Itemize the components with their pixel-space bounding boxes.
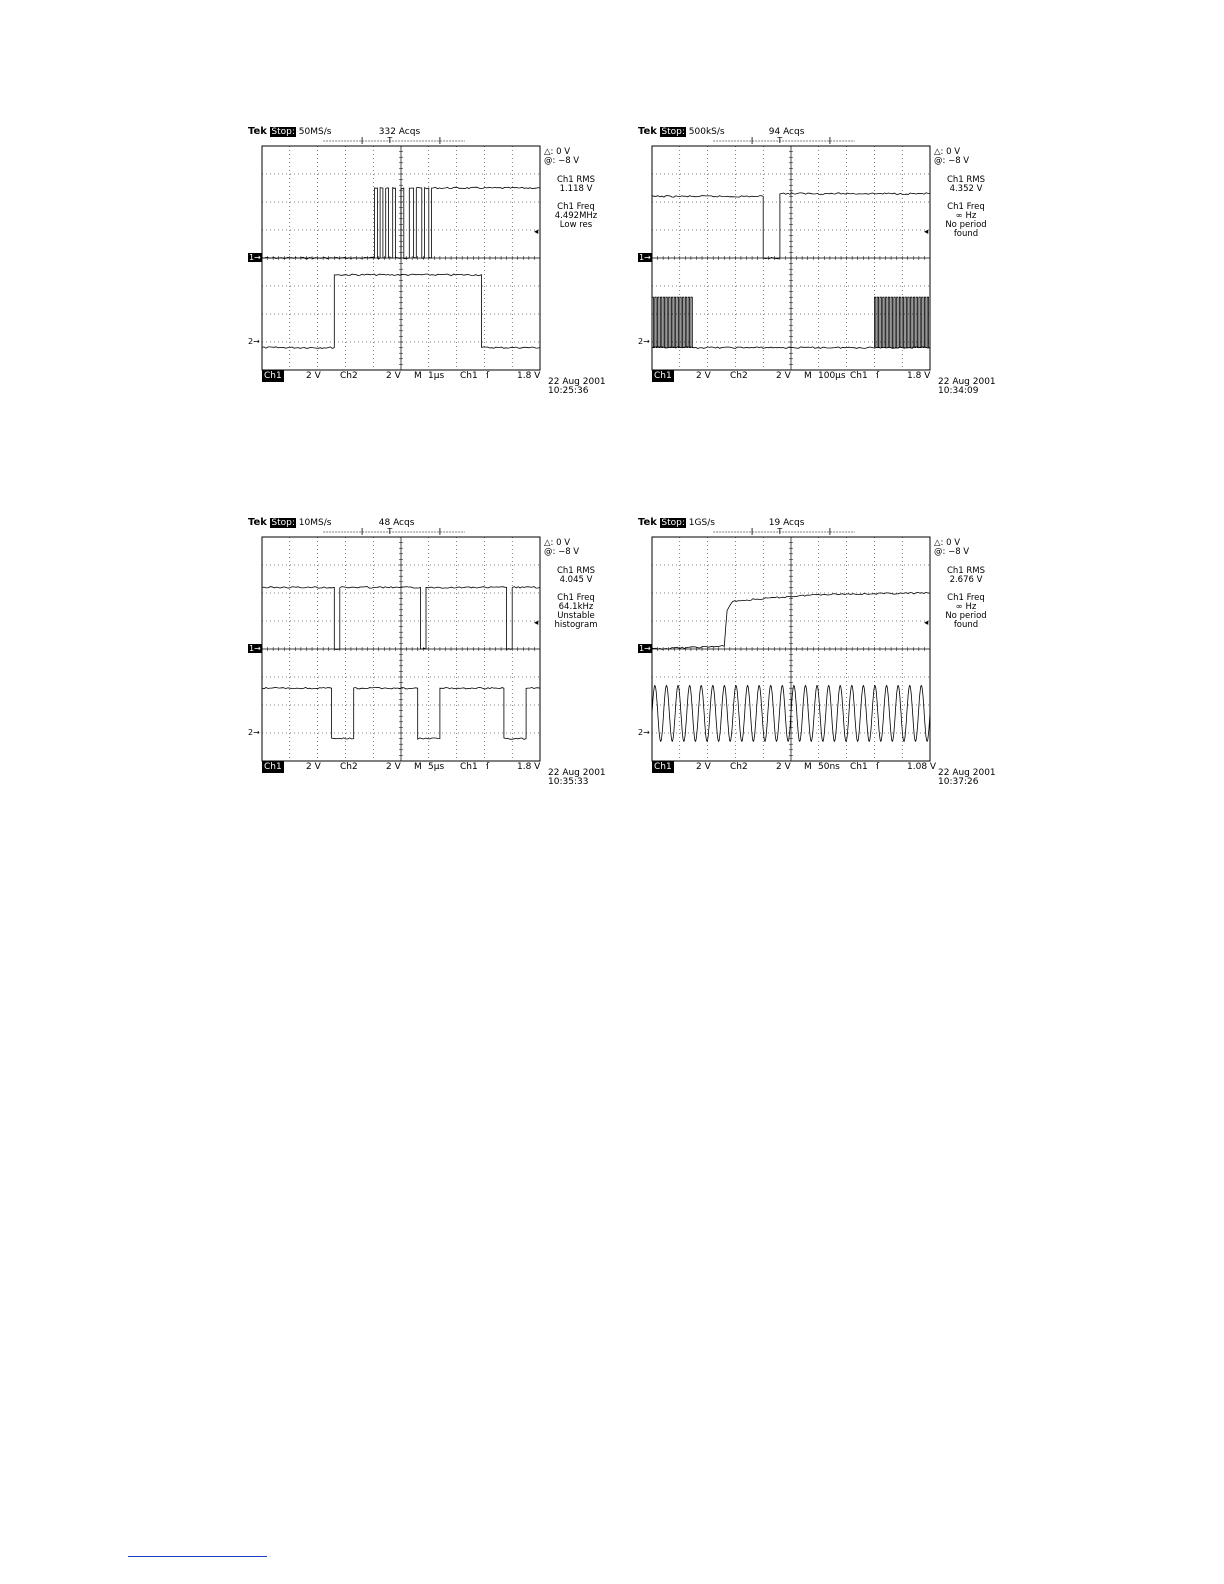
ch1-label: Ch1 xyxy=(264,371,282,381)
measurement-readout xyxy=(934,176,998,239)
scope-capture-4 xyxy=(638,517,1008,807)
cursor-delta: △: 0 V xyxy=(934,147,961,157)
m-label: M xyxy=(414,762,422,772)
timebase: 100µs xyxy=(818,371,846,381)
measurement-line: Unstable xyxy=(557,611,595,621)
acquisition-count: 48 Acqs xyxy=(378,518,415,528)
measurement-line: ∞ Hz xyxy=(955,211,977,221)
sample-rate-label: 1GS/s xyxy=(685,518,715,528)
trigger-level-arrow: ◂ xyxy=(534,227,539,237)
m-label: M xyxy=(414,371,422,381)
ch1-label: Ch1 xyxy=(654,762,672,772)
trigger-level-arrow: ◂ xyxy=(534,618,539,628)
cursor-readout xyxy=(934,148,969,166)
timestamp xyxy=(548,378,606,396)
timestamp-date: 22 Aug 2001 xyxy=(938,377,996,387)
run-state-badge: Stop: xyxy=(661,127,685,137)
ch2-label: Ch2 xyxy=(730,371,748,381)
measurement-line: ∞ Hz xyxy=(955,602,977,612)
record-bracket xyxy=(323,527,465,536)
ch1-ground-marker xyxy=(248,644,262,654)
measurement-line: 2.676 V xyxy=(949,575,983,585)
timestamp-time: 10:37:26 xyxy=(938,777,979,787)
timestamp-date: 22 Aug 2001 xyxy=(938,768,996,778)
cursor-readout xyxy=(544,539,579,557)
ch2-scale: 2 V xyxy=(776,371,791,381)
measurement-line: 4.492MHz xyxy=(554,211,598,221)
ch1-marker-label: 1→ xyxy=(639,644,651,653)
timestamp-time: 10:35:33 xyxy=(548,777,589,787)
ch2-ground-marker: 2→ xyxy=(638,337,650,346)
run-state-badge: Stop: xyxy=(271,127,295,137)
measurement-readout xyxy=(544,176,608,230)
settings-bar xyxy=(652,370,932,382)
svg-text:T: T xyxy=(387,527,393,536)
ch2-scale: 2 V xyxy=(386,371,401,381)
trigger-slope: ſ xyxy=(486,762,490,772)
trigger-level: 1.8 V xyxy=(907,371,931,381)
timestamp-date: 22 Aug 2001 xyxy=(548,377,606,387)
timebase: 1µs xyxy=(428,371,445,381)
record-bracket xyxy=(713,527,855,536)
trigger-source: Ch1 xyxy=(850,762,868,772)
measurement-line: Ch1 Freq xyxy=(947,202,985,212)
measurement-line: found xyxy=(953,620,979,630)
ch1-label: Ch1 xyxy=(654,371,672,381)
timebase: 5µs xyxy=(428,762,445,772)
measurement-line: Ch1 Freq xyxy=(947,593,985,603)
trigger-slope: ſ xyxy=(876,762,880,772)
ch2-ground-marker: 2→ xyxy=(248,337,260,346)
trace-ch1 xyxy=(262,187,540,259)
ch1-ground-marker xyxy=(248,253,262,263)
measurement-line: Ch1 RMS xyxy=(946,175,986,185)
svg-text:T: T xyxy=(387,136,393,145)
cursor-absolute: @: −8 V xyxy=(934,156,970,166)
ch1-scale: 2 V xyxy=(306,371,321,381)
cursor-delta: △: 0 V xyxy=(934,538,961,548)
record-bracket xyxy=(713,136,855,145)
timestamp xyxy=(548,769,606,787)
trigger-slope: ſ xyxy=(486,371,490,381)
trigger-level-arrow: ◂ xyxy=(924,227,929,237)
trace-ch2-burst xyxy=(652,297,694,347)
measurement-readout xyxy=(934,567,998,630)
measurement-readout xyxy=(544,567,608,630)
cursor-readout xyxy=(934,539,969,557)
measurement-line: found xyxy=(953,229,979,239)
settings-bar xyxy=(262,761,542,773)
timestamp-date: 22 Aug 2001 xyxy=(548,768,606,778)
ch2-label: Ch2 xyxy=(340,762,358,772)
ch1-marker-label: 1→ xyxy=(249,253,261,262)
brand-label: Tek xyxy=(638,517,661,528)
scope-capture-1 xyxy=(248,126,618,416)
sample-rate-label: 10MS/s xyxy=(295,518,332,528)
sample-rate-label: 50MS/s xyxy=(295,127,332,137)
ch1-marker-label: 1→ xyxy=(249,644,261,653)
m-label: M xyxy=(804,371,812,381)
scope-capture-2 xyxy=(638,126,1008,416)
cursor-absolute: @: −8 V xyxy=(934,547,970,557)
measurement-line: 4.045 V xyxy=(559,575,593,585)
measurement-line: No period xyxy=(945,220,987,230)
measurement-line: Low res xyxy=(559,220,593,230)
trigger-source: Ch1 xyxy=(460,371,478,381)
measurement-line: 64.1kHz xyxy=(558,602,594,612)
trigger-level: 1.8 V xyxy=(517,762,541,772)
ch1-scale: 2 V xyxy=(696,762,711,772)
svg-text:T: T xyxy=(777,136,783,145)
timebase: 50ns xyxy=(818,762,840,772)
measurement-line: Ch1 RMS xyxy=(556,566,596,576)
run-state-badge: Stop: xyxy=(271,518,295,528)
measurement-line: Ch1 RMS xyxy=(946,566,986,576)
ch2-scale: 2 V xyxy=(386,762,401,772)
measurement-line: No period xyxy=(945,611,987,621)
svg-text:T: T xyxy=(777,527,783,536)
measurement-line: histogram xyxy=(554,620,598,630)
run-state-badge: Stop: xyxy=(661,518,685,528)
timestamp xyxy=(938,378,996,396)
m-label: M xyxy=(804,762,812,772)
brand-label: Tek xyxy=(248,126,271,137)
ch2-scale: 2 V xyxy=(776,762,791,772)
trigger-level: 1.08 V xyxy=(907,762,937,772)
timestamp-time: 10:34:09 xyxy=(938,386,979,396)
ch2-label: Ch2 xyxy=(730,762,748,772)
acquisition-count: 94 Acqs xyxy=(768,127,805,137)
brand-label: Tek xyxy=(248,517,271,528)
ch2-ground-marker: 2→ xyxy=(248,728,260,737)
settings-bar xyxy=(262,370,542,382)
ch1-scale: 2 V xyxy=(306,762,321,772)
brand-label: Tek xyxy=(638,126,661,137)
timestamp-time: 10:25:36 xyxy=(548,386,589,396)
trigger-slope: ſ xyxy=(876,371,880,381)
measurement-line: Ch1 Freq xyxy=(557,202,595,212)
cursor-delta: △: 0 V xyxy=(544,538,571,548)
record-bracket xyxy=(323,136,465,145)
measurement-line: Ch1 RMS xyxy=(556,175,596,185)
acquisition-count: 332 Acqs xyxy=(378,127,421,137)
ch2-label: Ch2 xyxy=(340,371,358,381)
measurement-line: Ch1 Freq xyxy=(557,593,595,603)
ch1-marker-label: 1→ xyxy=(639,253,651,262)
ch1-label: Ch1 xyxy=(264,762,282,772)
acquisition-count: 19 Acqs xyxy=(768,518,805,528)
cursor-delta: △: 0 V xyxy=(544,147,571,157)
scope-capture-3 xyxy=(248,517,618,807)
measurement-line: 4.352 V xyxy=(949,184,983,194)
ch1-ground-marker xyxy=(638,644,652,654)
timestamp xyxy=(938,769,996,787)
trigger-level: 1.8 V xyxy=(517,371,541,381)
cursor-readout xyxy=(544,148,579,166)
cursor-absolute: @: −8 V xyxy=(544,156,580,166)
trace-ch2-burst xyxy=(874,297,930,347)
ch2-ground-marker: 2→ xyxy=(638,728,650,737)
trigger-level-arrow: ◂ xyxy=(924,618,929,628)
trigger-source: Ch1 xyxy=(850,371,868,381)
measurement-line: 1.118 V xyxy=(559,184,593,194)
footer-link-line xyxy=(128,1556,267,1557)
ch1-ground-marker xyxy=(638,253,652,263)
ch1-scale: 2 V xyxy=(696,371,711,381)
settings-bar xyxy=(652,761,937,773)
graticule xyxy=(262,537,540,761)
trigger-source: Ch1 xyxy=(460,762,478,772)
sample-rate-label: 500kS/s xyxy=(685,127,725,137)
cursor-absolute: @: −8 V xyxy=(544,547,580,557)
